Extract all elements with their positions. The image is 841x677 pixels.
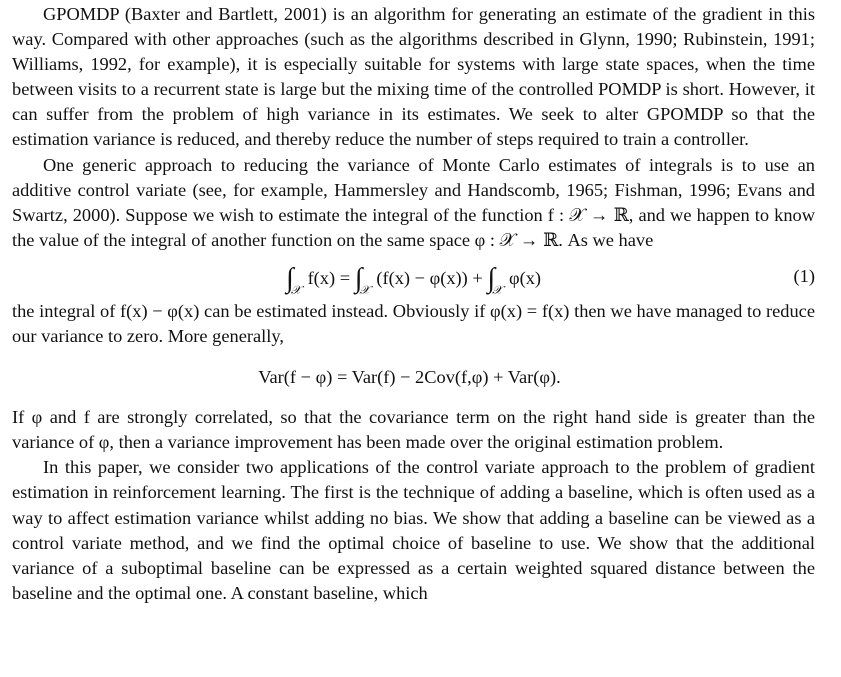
equation-number-1: (1) [793, 265, 815, 286]
paragraph-integral-estimate: the integral of f(x) − φ(x) can be estimated instead. Obviously if φ(x) = f(x) then we have managed to reduce our variance to zero. More generally, [12, 300, 815, 347]
paragraph-this-paper: In this paper, we consider two applications of the control variate approach to the problem of gradient estimation in reinforcement learning. The first is the technique of adding a baseline, which is often used as a way to affect estimation variance whilst adding no bias. We show that adding a baseline can be viewed as a control variate method, and we find the optimal choice of baseline to use. We show that the additional variance of a suboptimal baseline can be expressed as a certain weighted squared distance between the baseline and the optimal one. A constant baseline, which [12, 457, 815, 603]
integral-sign-3: ∫ [487, 262, 496, 294]
equation-1-rhs: φ(x) [508, 267, 542, 288]
integral-domain-3: 𝒳 [492, 282, 503, 297]
equation-1-middle: (f(x) − φ(x)) + [376, 267, 483, 288]
integral-domain-1: 𝒳 [290, 282, 301, 297]
paragraph-control-variate: One generic approach to reducing the variance of Monte Carlo estimates of integrals is to use an additive control variate (see, for example, Hammersley and Handscomb, 1965; Fishman, 1996; Evans and Swartz, 2000). Suppose we wish to estimate the integral of the function f : 𝒳 → ℝ, and we happen to know the value of the integral of another function on the same space φ : 𝒳 → ℝ. As we have [12, 154, 815, 250]
equation-1 [12, 253, 815, 299]
integral-sign-1: ∫ [285, 262, 294, 294]
integral-domain-2: 𝒳 [359, 282, 370, 297]
equation-variance: Var(f − φ) = Var(f) − 2Cov(f,φ) + Var(φ). [258, 367, 561, 388]
paragraph-gpomdp: GPOMDP (Baxter and Bartlett, 2001) is an algorithm for generating an estimate of the gradient in this way. Compared with other approaches (such as the algorithms described in Glynn, 1990; Rubinstein, 1991; Williams, 1992, for example), it is especially suitable for systems with large state spaces, when the time between visits to a recurrent state is large but the mixing time of the controlled POMDP is short. However, it can suffer from the problem of high variance in its estimates. We seek to alter GPOMDP so that the estimation variance is reduced, and thereby reduce the number of steps required to train a controller. [12, 4, 815, 150]
equation-1-body [12, 253, 815, 303]
paper-page [12, 0, 815, 606]
equation-1-lhs: f(x) = [307, 267, 351, 288]
paragraph-correlation: If φ and f are strongly correlated, so that the covariance term on the right hand side is greater than the variance of φ, then a variance improvement has been made over the original estimation problem. [12, 407, 815, 453]
integral-sign-2: ∫ [354, 262, 363, 294]
